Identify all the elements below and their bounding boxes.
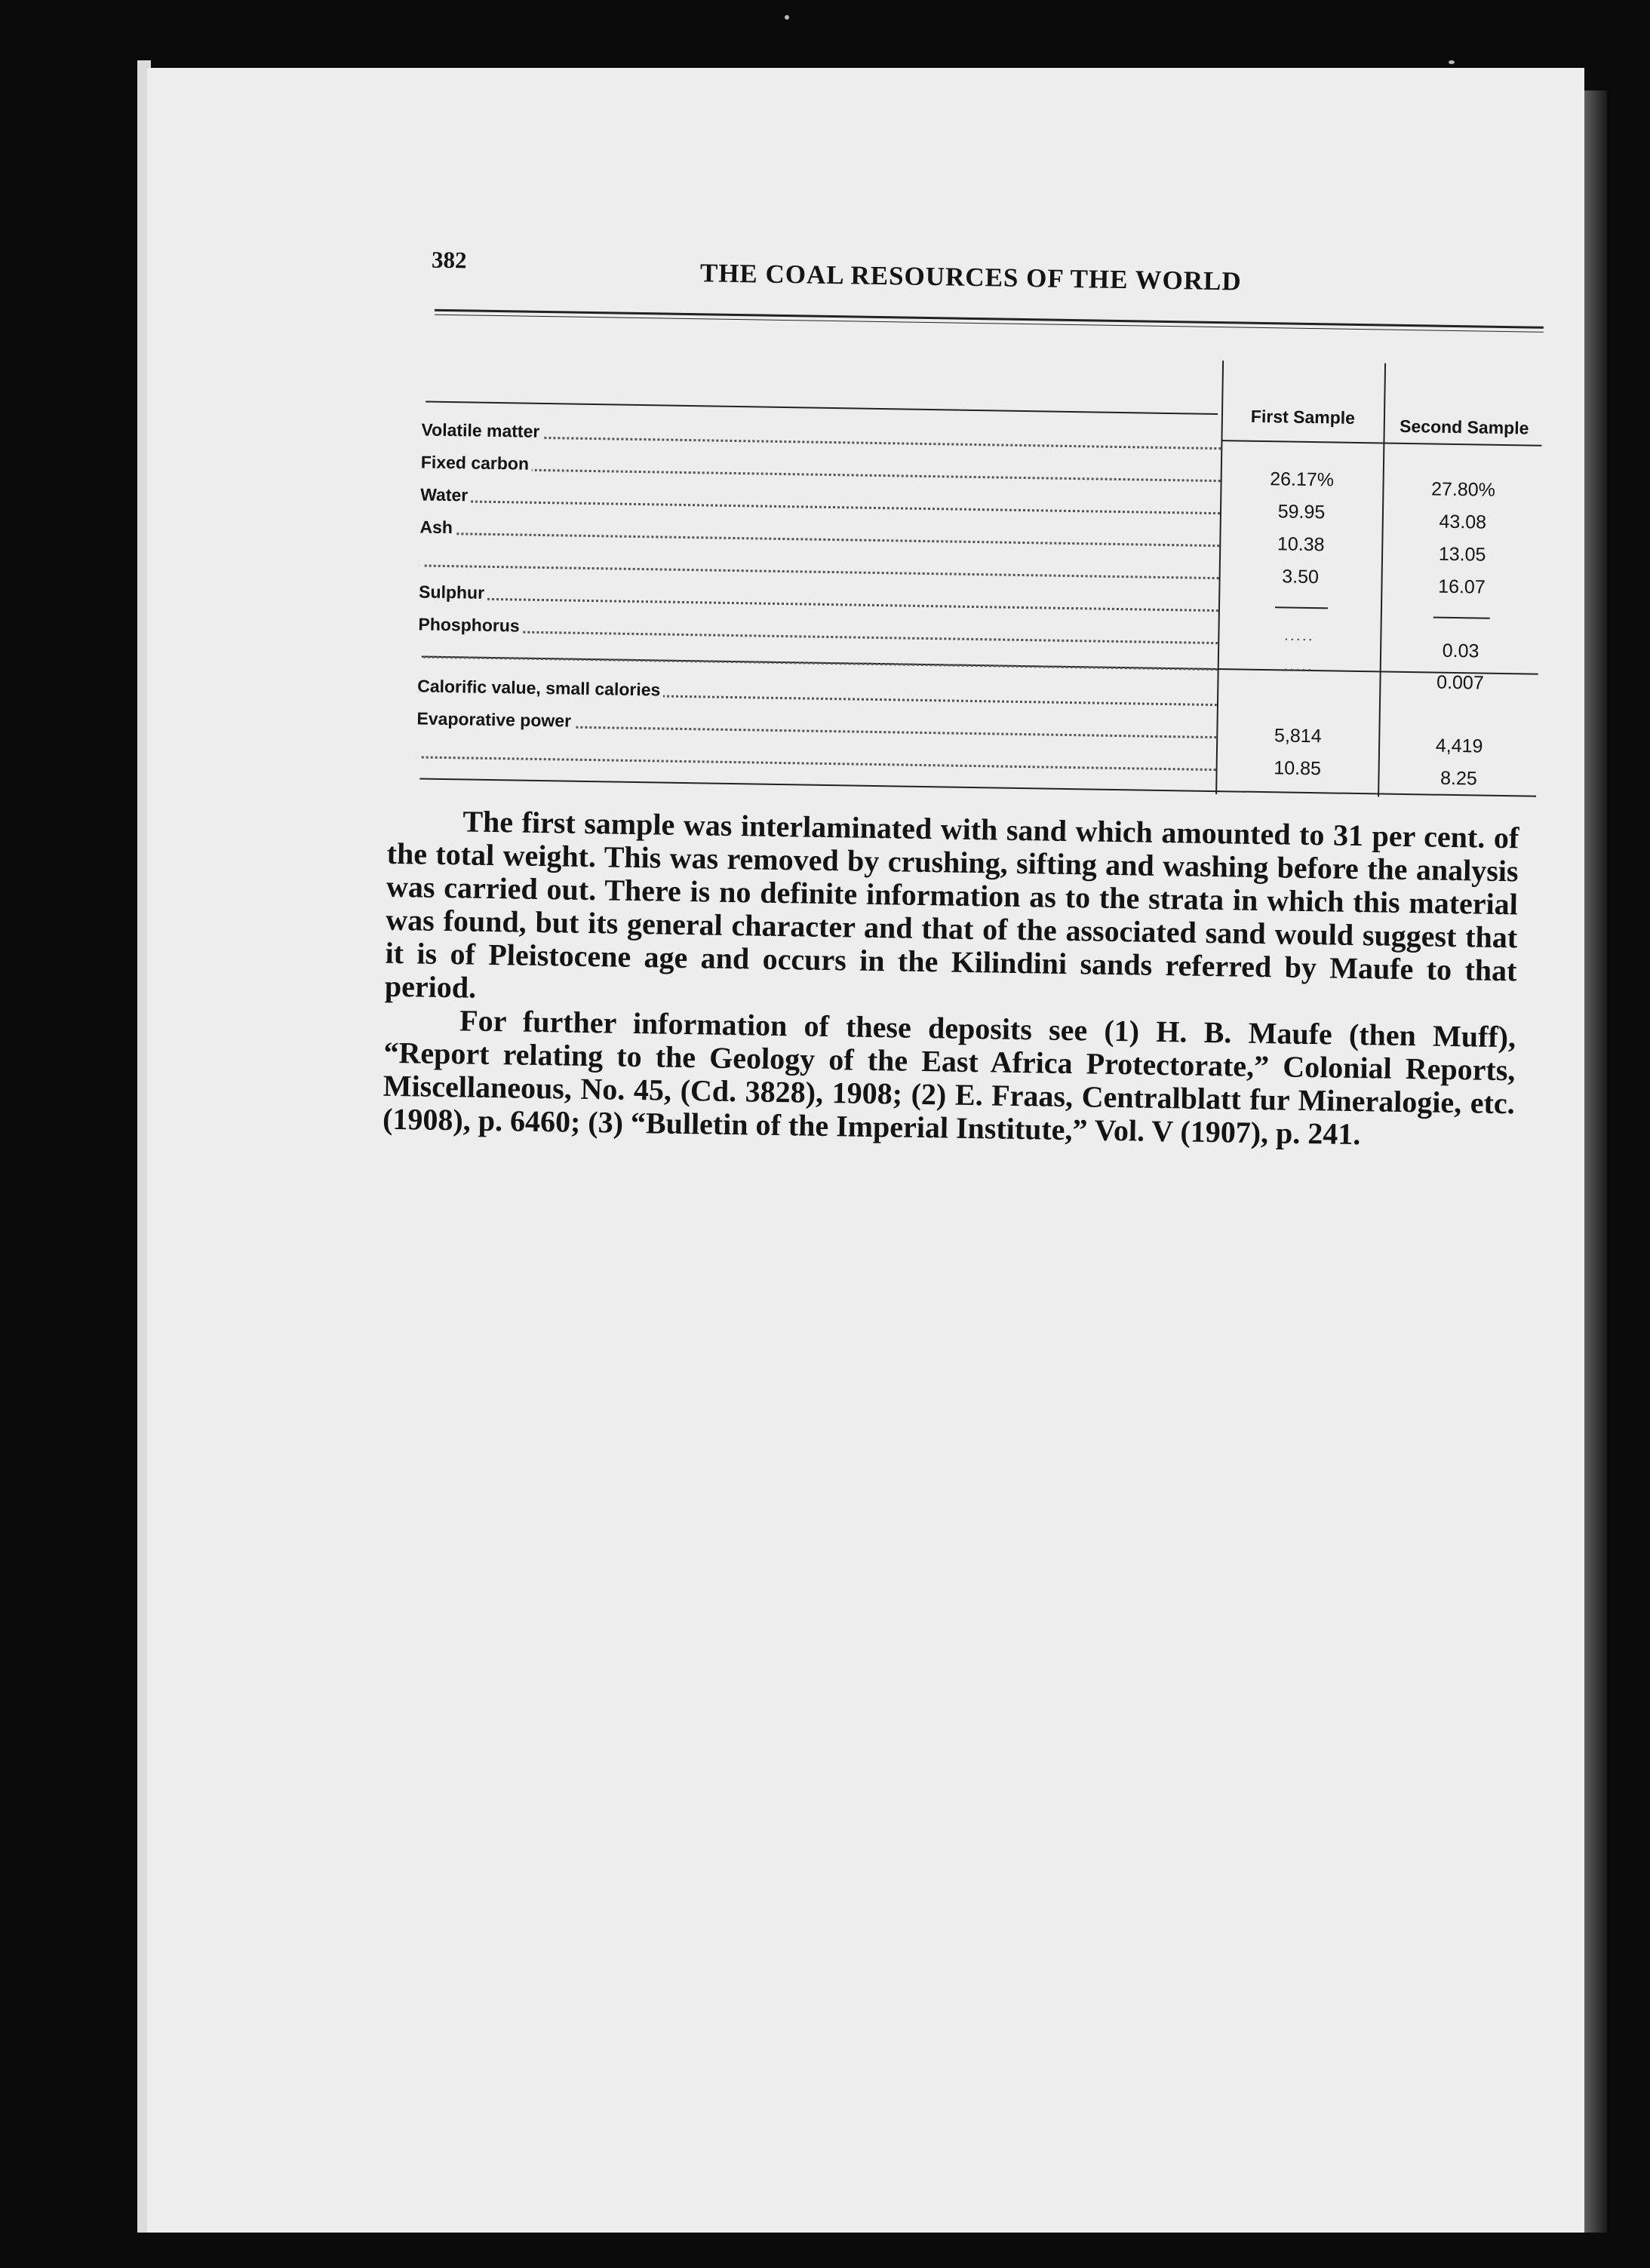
row-label-calorific-value: Calorific value, small calories: [417, 676, 1217, 709]
paragraph-references: For further information of these deposits see (1) H. B. Maufe (then Muff), “Report relating to the Geology of the East Africa Protectorate,” Colonial Reports, Miscellaneous, No. 45, (Cd. 3828), 1908; (2) E. Fraas, Centralblatt fur Mineralogie, etc. (1908), p. 6460; (3) “Bulletin of the Imperial Institute,” Vol. V (1907), p. 241.: [382, 1003, 1516, 1152]
table-bottom-rule: [419, 778, 1536, 796]
cell-second-evaporative: 4,419: [1435, 735, 1483, 757]
cell-second-evaporative-2: 8.25: [1440, 767, 1478, 790]
table-columns-rule: [1221, 440, 1541, 447]
paragraph-sample-description: The first sample was interlaminated with sand which amounted to 31 per cent. of the total weight. This was removed by crushing, sifting and washing before the analysis was carried out. There is no definite information as to the strata in which this material was found, but its general character and that of the associated sand would suggest that it is of Pleistocene age and occurs in the Kilindini sands referred by Maufe to that period.: [384, 804, 1519, 1005]
row-label-blank: [419, 549, 1219, 582]
cell-second-water: 43.08: [1439, 511, 1487, 533]
row-label-sulphur: Sulphur: [419, 582, 1218, 615]
cell-first-evaporative: 5,814: [1274, 725, 1322, 747]
row-label-phosphorus: Phosphorus: [418, 614, 1218, 647]
sum-dash: [1275, 606, 1328, 609]
cell-first-ash: 10.38: [1277, 533, 1325, 556]
column-header-first-sample: First Sample: [1250, 406, 1356, 428]
cell-first-fixed-carbon: 26.17%: [1270, 468, 1335, 491]
header-rule: [435, 309, 1544, 329]
row-label-blank: [418, 640, 1218, 674]
cell-second-blank: 0.007: [1436, 671, 1484, 694]
cell-first-blank: .....: [1283, 657, 1314, 675]
cell-first-phosphorus: .....: [1284, 627, 1315, 645]
row-label-blank: [416, 741, 1216, 774]
running-head: THE COAL RESOURCES OF THE WORLD: [699, 258, 1243, 296]
row-label-fixed-carbon: Fixed carbon: [421, 452, 1221, 485]
row-label-water: Water: [420, 484, 1220, 517]
page-number: 382: [431, 246, 467, 274]
cell-second-phosphorus: 0.03: [1442, 640, 1479, 662]
cell-first-evaporative-2: 10.85: [1274, 757, 1322, 780]
cell-second-value: 16.07: [1437, 575, 1486, 598]
cell-first-value: 3.50: [1282, 566, 1320, 588]
sum-dash: [1433, 617, 1490, 619]
cell-second-fixed-carbon: 27.80%: [1430, 478, 1496, 501]
cell-first-water: 59.95: [1277, 501, 1326, 523]
row-label-ash: Ash: [419, 517, 1219, 550]
table-head-rule: [426, 401, 1218, 415]
cell-second-ash: 13.05: [1438, 543, 1486, 566]
column-header-second-sample: Second Sample: [1399, 416, 1529, 438]
body-text: [383, 804, 1519, 1154]
row-label-evaporative-power: Evaporative power: [416, 708, 1216, 741]
row-label-volatile-matter: Volatile matter: [421, 419, 1221, 453]
